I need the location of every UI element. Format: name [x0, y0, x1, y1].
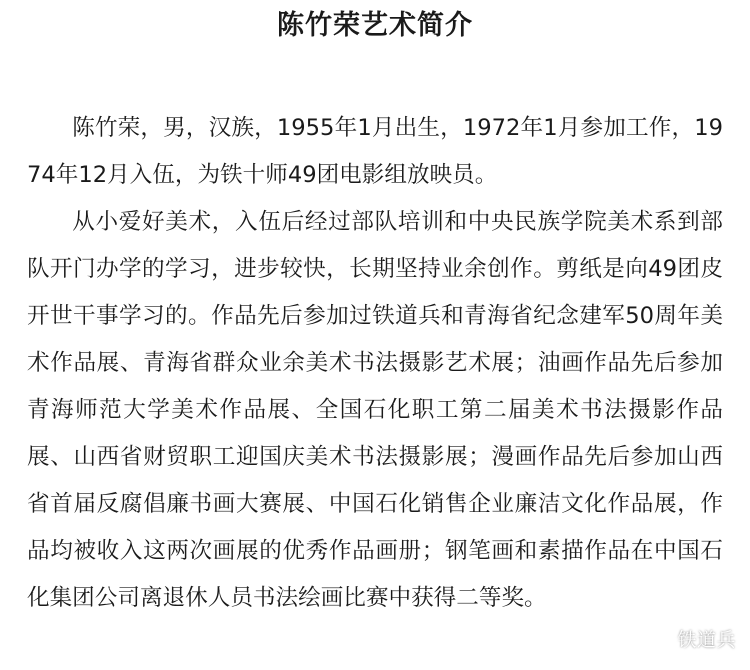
article-body [27, 105, 723, 622]
article-title: 陈竹荣艺术简介 [277, 10, 473, 41]
paragraph-art-career: 从小爱好美术，入伍后经过部队培训和中央民族学院美术系到部队开门办学的学习，进步较快，长期坚持业余创作。剪纸是向49团皮开世干事学习的。作品先后参加过铁道兵和青海省纪念建军50周年美术作品展、青海省群众业余美术书法摄影艺术展；油画作品先后参加青海师范大学美术作品展、全国石化职工第二届美术书法摄影作品展、山西省财贸职工迎国庆美术书法摄影展；漫画作品先后参加山西省首届反腐倡廉书画大赛展、中国石化销售企业廉洁文化作品展，作品均被收入这两次画展的优秀作品画册；钢笔画和素描作品在中国石化集团公司离退休人员书法绘画比赛中获得二等奖。 [27, 209, 723, 611]
wechat-account-watermark [644, 625, 736, 652]
watermark-account-name: 铁道兵 [677, 629, 736, 651]
wechat-chat-bubbles-icon [644, 628, 672, 650]
paragraph-bio: 陈竹荣，男，汉族，1955年1月出生，1972年1月参加工作，1974年12月入伍，为铁十师49团电影组放映员。 [27, 115, 723, 188]
